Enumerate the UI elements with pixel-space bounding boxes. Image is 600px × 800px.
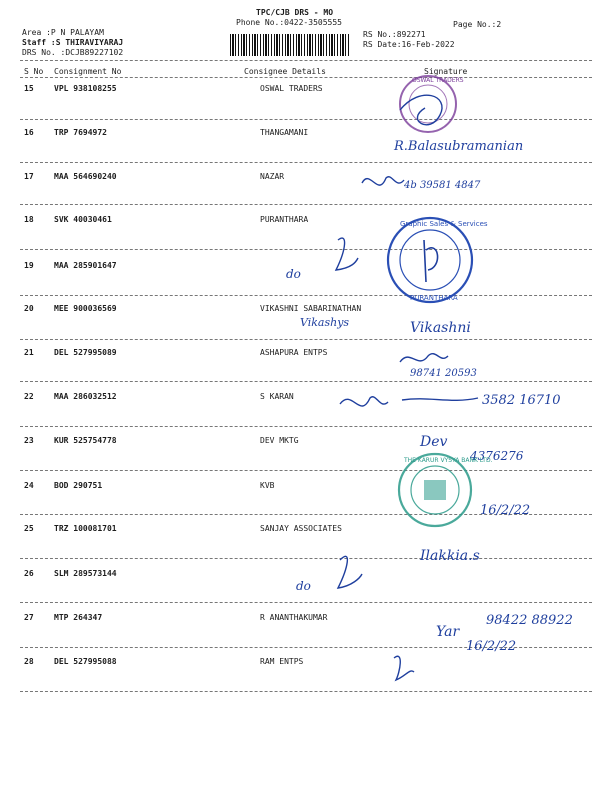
row-rule (20, 162, 592, 163)
sig-row27a: 98422 88922 (486, 613, 573, 628)
row-consignment: MEE 900036569 (54, 304, 117, 313)
page-number: Page No.:2 (453, 20, 502, 29)
col-sno: S No (24, 67, 44, 76)
row-sno: 23 (24, 436, 34, 445)
table-row (0, 84, 600, 124)
rs-number: RS No.:892271 (363, 30, 426, 39)
puranthara-stamp-text: PURANTHARA (410, 294, 458, 302)
row-sno: 20 (24, 304, 34, 313)
sig-row27b: 16/2/22 (466, 639, 517, 654)
row-rule (20, 119, 592, 120)
row-sno: 27 (24, 613, 34, 622)
row-consignment: TRZ 100081701 (54, 524, 117, 533)
row-rule (20, 381, 592, 382)
row-consignee: VIKASHNI SABARINATHAN (260, 304, 362, 313)
header-rule-bottom (20, 77, 592, 78)
row-rule (20, 558, 592, 559)
staff-label: Staff :S THIRAVIYARAJ (22, 38, 124, 47)
sig-row16: R.Balasubramanian (394, 139, 524, 154)
row-rule (20, 602, 592, 603)
sig-row19: do (286, 267, 301, 281)
row-consignee: S KARAN (260, 392, 294, 401)
table-row (0, 481, 600, 521)
row-consignment: DEL 527995089 (54, 348, 117, 357)
drs-number: DRS No. :DCJB89227102 (22, 48, 124, 57)
sig-row23a: Dev (420, 434, 448, 450)
row-sno: 25 (24, 524, 34, 533)
page-title: TPC/CJB DRS - MO (256, 8, 334, 17)
row-sno: 22 (24, 392, 34, 401)
row-consignee: SANJAY ASSOCIATES (260, 524, 342, 533)
row-consignment: TRP 7694972 (54, 128, 107, 137)
sig-row26b: do (296, 579, 311, 593)
row-rule (20, 204, 592, 205)
sig-row24: 16/2/22 (480, 503, 531, 518)
sig-row17: 4b 39581 4847 (404, 180, 481, 191)
phone-number: Phone No.:0422-3505555 (236, 18, 342, 27)
row-consignment: BOD 290751 (54, 481, 103, 490)
row-sno: 24 (24, 481, 34, 490)
row-sno: 28 (24, 657, 34, 666)
row-consignee: ASHAPURA ENTPS (260, 348, 328, 357)
bank-stamp-text: THE KARUR VYSYA BANK LTD. (404, 457, 493, 464)
table-row (0, 348, 600, 388)
table-row (0, 569, 600, 609)
row-rule (20, 426, 592, 427)
area-label: Area :P N PALAYAM (22, 28, 104, 37)
col-consignment: Consignment No (54, 67, 122, 76)
row-sno: 18 (24, 215, 34, 224)
row-consignee: RAM ENTPS (260, 657, 304, 666)
row-sno: 15 (24, 84, 34, 93)
row-consignee: THANGAMANI (260, 128, 309, 137)
row-consignee: OSWAL TRADERS (260, 84, 323, 93)
row-rule (20, 249, 592, 250)
row-consignee: PURANTHARA (260, 215, 309, 224)
row-rule (20, 514, 592, 515)
sig-row23b: 4376276 (470, 449, 524, 463)
graphic-stamp-text: Graphic Sales & Services (400, 220, 488, 228)
row-consignment: MAA 285901647 (54, 261, 117, 270)
header-rule-top (20, 60, 592, 61)
rs-date: RS Date:16-Feb-2022 (363, 40, 455, 49)
row-consignment: MAA 564690240 (54, 172, 117, 181)
row-sno: 19 (24, 261, 34, 270)
row-sno: 26 (24, 569, 34, 578)
row-sno: 16 (24, 128, 34, 137)
row-consignee: R ANANTHAKUMAR (260, 613, 328, 622)
col-signature: Signature (424, 67, 468, 76)
row-consignment: SLM 289573144 (54, 569, 117, 578)
row-rule (20, 295, 592, 296)
row-consignee: NAZAR (260, 172, 285, 181)
row-consignment: VPL 938108255 (54, 84, 117, 93)
table-row (0, 304, 600, 344)
row-rule (20, 470, 592, 471)
sig-row21: 98741 20593 (410, 368, 477, 379)
barcode (230, 34, 350, 56)
sig-row26a: Ilakkia.s (420, 548, 480, 564)
sig-row20b: Vikashni (410, 320, 471, 336)
sig-row27c: Yar (436, 624, 460, 640)
sig-row20a: Vikashys (300, 316, 350, 329)
row-consignment: MTP 264347 (54, 613, 103, 622)
row-rule (20, 691, 592, 692)
row-consignment: MAA 286032512 (54, 392, 117, 401)
row-rule (20, 647, 592, 648)
row-consignee: KVB (260, 481, 275, 490)
row-rule (20, 339, 592, 340)
table-row (0, 172, 600, 212)
row-consignment: DEL 527995088 (54, 657, 117, 666)
row-sno: 21 (24, 348, 34, 357)
row-sno: 17 (24, 172, 34, 181)
row-consignment: SVK 40030461 (54, 215, 112, 224)
col-consignee: Consignee Details (244, 67, 326, 76)
row-consignment: KUR 525754778 (54, 436, 117, 445)
row-consignee: DEV MKTG (260, 436, 299, 445)
oswal-stamp-text: OSWAL TRADERS (412, 77, 464, 84)
sig-row22: 3582 16710 (482, 393, 561, 408)
